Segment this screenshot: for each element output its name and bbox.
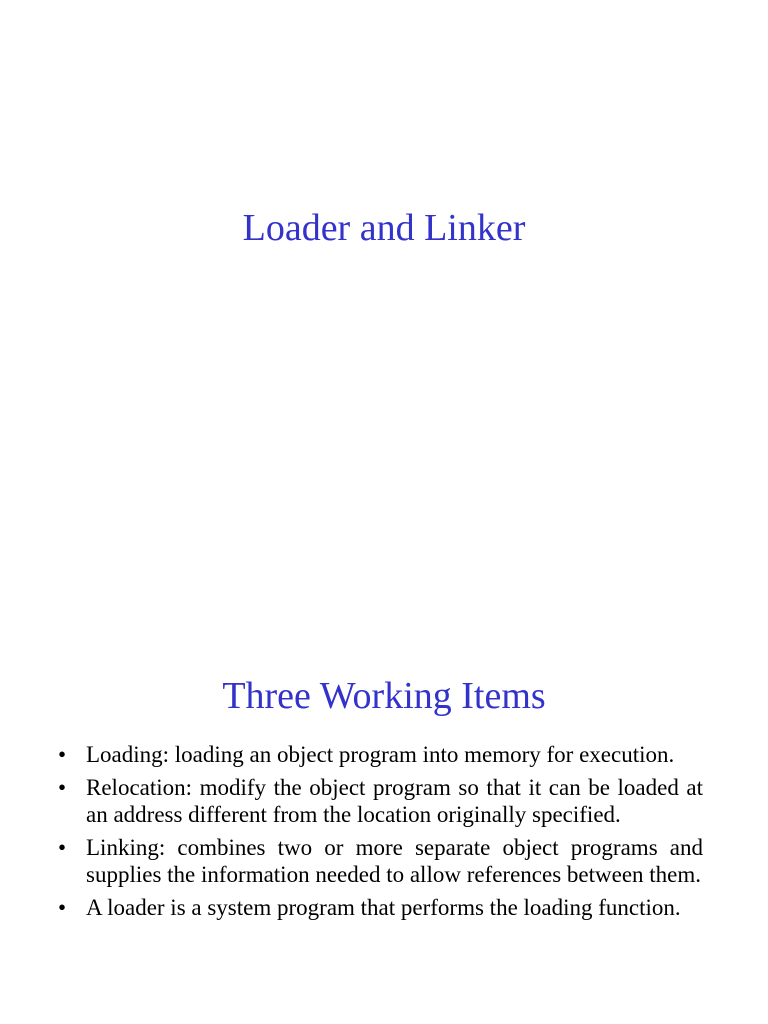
- bullet-icon: •: [58, 774, 67, 800]
- bullet-text: Loading: loading an object program into memory for execution.: [86, 742, 675, 767]
- bullet-list: [58, 741, 703, 926]
- bullet-item-linking: [58, 834, 703, 889]
- bullet-text: Relocation: modify the object program so that it can be loaded at an address different from the location originally specified.: [86, 774, 703, 827]
- bullet-item-relocation: [58, 774, 703, 829]
- bullet-item-loading: [58, 741, 703, 769]
- bullet-text: Linking: combines two or more separate object programs and supplies the information needed to allow references between them.: [86, 834, 703, 887]
- bullet-item-loader-definition: [58, 894, 703, 922]
- slide-title-three-working-items: Three Working Items: [222, 675, 546, 717]
- bullet-icon: •: [58, 742, 67, 767]
- bullet-text: A loader is a system program that performs the loading function.: [86, 894, 681, 920]
- slide-title-loader-and-linker: Loader and Linker: [242, 207, 526, 249]
- bullet-icon: •: [58, 834, 67, 860]
- bullet-icon: •: [58, 894, 67, 920]
